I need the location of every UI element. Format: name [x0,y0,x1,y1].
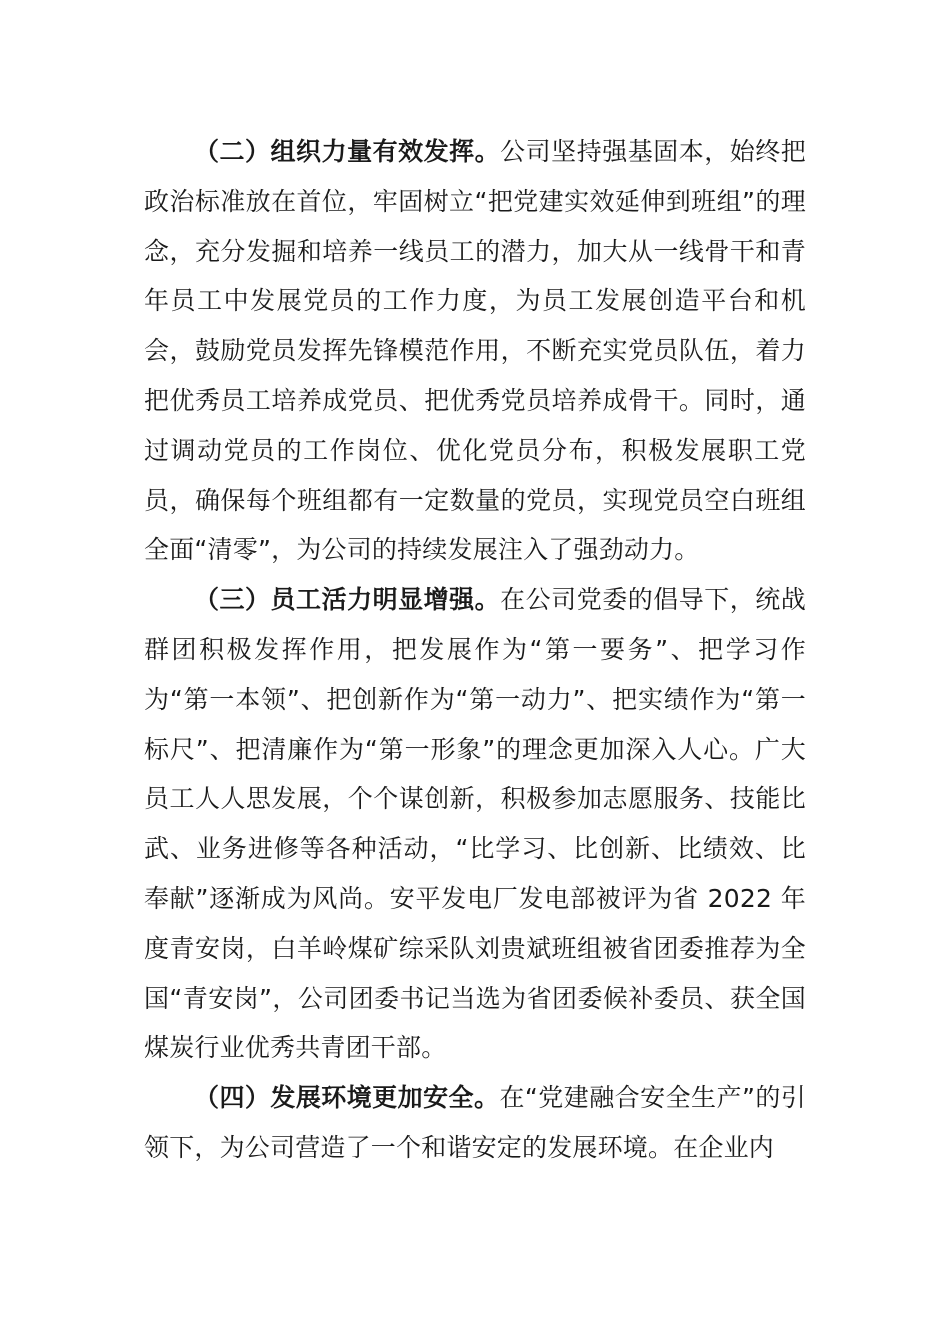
paragraph-text: 在公司党委的倡导下，统战群团积极发挥作用，把发展作为“第一要务”、把学习作为“第一本领”、把创新作为“第一动力”、把实绩作为“第一标尺”、把清廉作为“第一形象”的理念更加深入人心。广大员工人人思发展，个个谋创新，积极参加志愿服务、技能比武、业务进修等各种活动，“比学习、比创新、比绩效、比奉献”逐渐成为风尚。安平发电厂发电部被评为省 2022 年度青安岗，白羊岭煤矿综采队刘贵斌班组被省团委推荐为全国“青安岗”，公司团委书记当选为省团委候补委员、获全国煤炭行业优秀共青团干部。 [144,585,806,1063]
document-body [144,127,806,1173]
paragraph-heading: （三）员工活力明显增强。 [194,585,501,615]
paragraph-text: 在“党建融合安全生产”的引领下，为公司营造了一个和谐安定的发展环境。在企业内 [144,1083,806,1162]
paragraph-text: 公司坚持强基固本，始终把政治标准放在首位，牢固树立“把党建实效延伸到班组”的理念，充分发掘和培养一线员工的潜力，加大从一线骨干和青年员工中发展党员的工作力度，为员工发展创造平台和机会，鼓励党员发挥先锋模范作用，不断充实党员队伍，着力把优秀员工培养成党员、把优秀党员培养成骨干。同时，通过调动党员的工作岗位、优化党员分布，积极发展职工党员，确保每个班组都有一定数量的党员，实现党员空白班组全面“清零”，为公司的持续发展注入了强劲动力。 [144,137,806,565]
paragraph-heading: （二）组织力量有效发挥。 [194,137,501,166]
paragraph-employee-vitality [144,575,806,1073]
paragraph-heading: （四）发展环境更加安全。 [194,1083,500,1113]
paragraph-organization-strength [144,127,806,575]
paragraph-development-environment [144,1073,806,1173]
